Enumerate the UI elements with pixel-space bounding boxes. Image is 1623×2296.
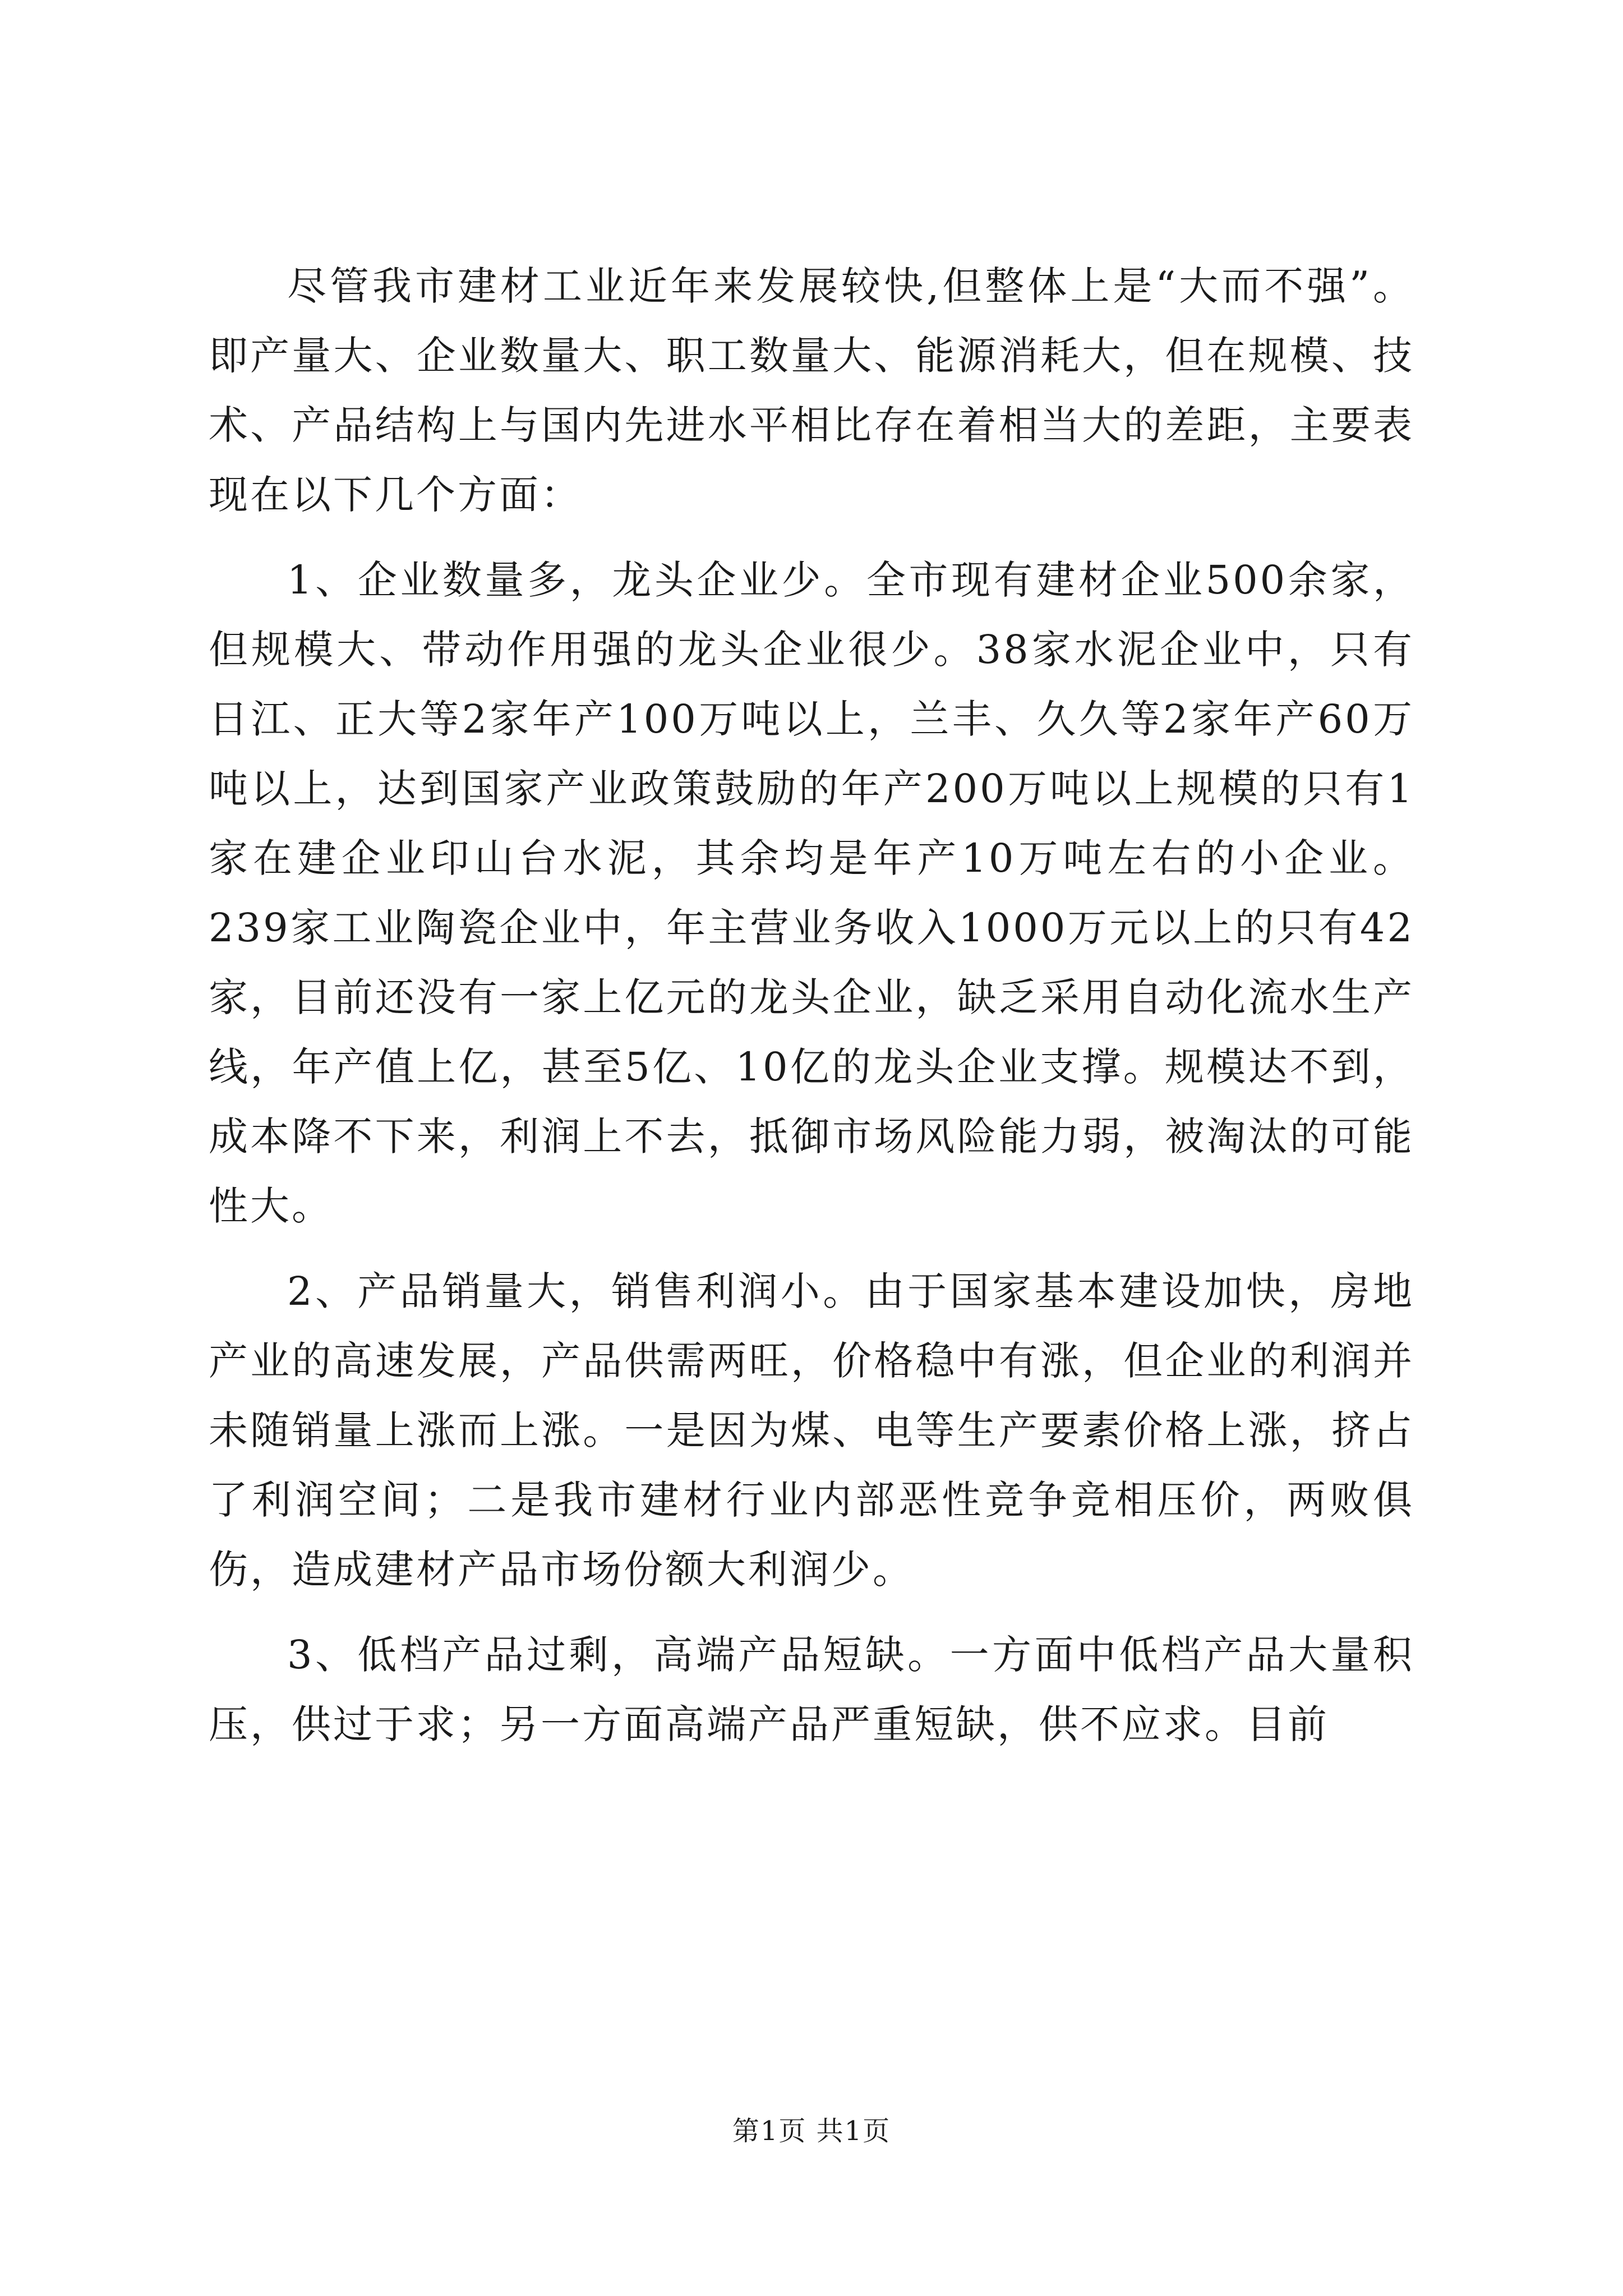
page-number-footer: 第1页 共1页 [732, 2115, 891, 2147]
document-body [209, 251, 1414, 1759]
paragraph-point-3: 3、低档产品过剩，高端产品短缺。一方面中低档产品大量积压，供过于求；另一方面高端产品严重短缺，供不应求。目前 [209, 1632, 1414, 1747]
paragraph-intro: 尽管我市建材工业近年来发展较快,但整体上是“大而不强”。即产量大、企业数量大、职工数量大、能源消耗大，但在规模、技术、产品结构上与国内先进水平相比存在着相当大的差距，主要表现在以下几个方面： [209, 263, 1414, 518]
paragraph-point-2: 2、产品销量大，销售利润小。由于国家基本建设加快，房地产业的高速发展，产品供需两旺，价格稳中有涨，但企业的利润并未随销量上涨而上涨。一是因为煤、电等生产要素价格上涨，挤占了利润空间；二是我市建材行业内部恶性竞争竞相压价，两败俱伤，造成建材产品市场份额大利润少。 [209, 1268, 1414, 1593]
paragraph-point-1: 1、企业数量多，龙头企业少。全市现有建材企业500余家，但规模大、带动作用强的龙头企业很少。38家水泥企业中，只有日江、正大等2家年产100万吨以上，兰丰、久久等2家年产60万吨以上，达到国家产业政策鼓励的年产200万吨以上规模的只有1家在建企业印山台水泥，其余均是年产10万吨左右的小企业。239家工业陶瓷企业中，年主营业务收入1000万元以上的只有42家，目前还没有一家上亿元的龙头企业，缺乏采用自动化流水生产线，年产值上亿，甚至5亿、10亿的龙头企业支撑。规模达不到，成本降不下来，利润上不去，抵御市场风险能力弱，被淘汰的可能性大。 [209, 557, 1414, 1229]
